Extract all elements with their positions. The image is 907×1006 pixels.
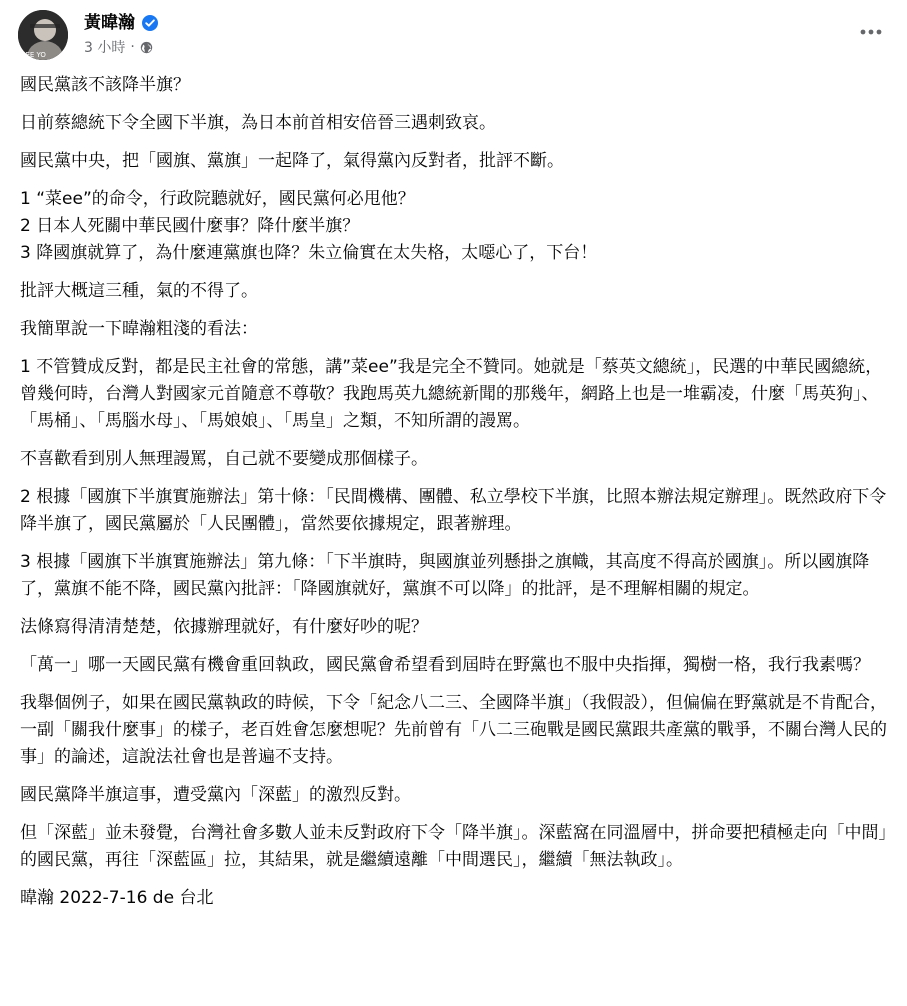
- post-paragraph: 3 根據「國旗下半旗實施辦法」第九條：「下半旗時，與國旗並列懸掛之旗幟，其高度不得高於國旗」。所以國旗降了，黨旗不能不降，國民黨內批評：「降國旗就好，黨旗不可以降」的批評，是不理解相關的規定。: [20, 552, 870, 599]
- avatar-caption: SEE YO: [21, 51, 46, 59]
- post-paragraph: 國民黨該不該降半旗？: [20, 75, 190, 95]
- avatar-image: [18, 10, 68, 60]
- author-name[interactable]: 黃暐瀚: [84, 13, 135, 33]
- post-paragraph: 但「深藍」並未發覺，台灣社會多數人並未反對政府下令「降半旗」。深藍窩在同溫層中，拼命要把積極走向「中間」的國民黨，再往「深藍區」拉，其結果，就是繼續遠離「中間選民」，繼續「無法執政」。: [20, 823, 887, 870]
- post-signature: 暐瀚 2022-7-16 de 台北: [20, 888, 214, 908]
- post-paragraph: 國民黨中央，把「國旗、黨旗」一起降了，氣得黨內反對者，批評不斷。: [20, 151, 564, 171]
- post-paragraph: 日前蔡總統下令全國下半旗，為日本前首相安倍晉三遇刺致哀。: [20, 113, 496, 133]
- post-meta: [84, 38, 153, 56]
- list-item: 3 降國旗就算了，為什麼連黨旗也降？朱立倫實在太失格，太噁心了，下台！: [20, 243, 598, 263]
- post-body: [20, 72, 888, 923]
- post-paragraph: 國民黨降半旗這事，遭受黨內「深藍」的激烈反對。: [20, 785, 411, 805]
- post-header: [18, 10, 889, 60]
- post-paragraph: 「萬一」哪一天國民黨有機會重回執政，國民黨會希望看到屆時在野黨也不服中央指揮，獨樹一格，我行我素嗎？: [20, 655, 870, 675]
- post-paragraph: 批評大概這三種，氣的不得了。: [20, 281, 258, 301]
- more-horizontal-icon: [860, 29, 882, 35]
- criticism-list: [20, 186, 888, 267]
- post-paragraph: 不喜歡看到別人無理謾罵，自己就不要變成那個樣子。: [20, 449, 428, 469]
- avatar[interactable]: [18, 10, 68, 60]
- post-paragraph: 我舉個例子，如果在國民黨執政的時候，下令「紀念八二三、全國降半旗」（我假設），但偏偏在野黨就是不肯配合，一副「關我什麼事」的樣子，老百姓會怎麼想呢？先前曾有「八二三砲戰是國民黨跟共產黨的戰爭，不關台灣人民的事」的論述，這說法社會也是普遍不支持。: [20, 693, 887, 767]
- more-options-button[interactable]: [853, 14, 889, 50]
- globe-icon[interactable]: [140, 41, 153, 54]
- post-paragraph: 法條寫得清清楚楚，依據辦理就好，有什麼好吵的呢？: [20, 617, 428, 637]
- meta-separator: ·: [130, 39, 135, 55]
- list-item: 1 “菜ee”的命令，行政院聽就好，國民黨何必甩他？: [20, 189, 415, 209]
- post-paragraph: 1 不管贊成反對，都是民主社會的常態，講”菜ee”我是完全不贊同。她就是「蔡英文總統」，民選的中華民國總統，曾幾何時，台灣人對國家元首隨意不尊敬？我跑馬英九總統新聞的那幾年，網路上也是一堆霸凌，什麼「馬英狗」、「馬桶」、「馬腦水母」、「馬娘娘」、「馬皇」之類，不知所謂的謾罵。: [20, 357, 883, 431]
- verified-badge-icon: [141, 14, 159, 32]
- post-paragraph: 2 根據「國旗下半旗實施辦法」第十條：「民間機構、團體、私立學校下半旗，比照本辦法規定辦理」。既然政府下令降半旗了，國民黨屬於「人民團體」，當然要依據規定，跟著辦理。: [20, 487, 887, 534]
- list-item: 2 日本人死關中華民國什麼事？降什麼半旗？: [20, 216, 360, 236]
- post-timestamp[interactable]: 3 小時: [84, 40, 126, 56]
- post-paragraph: 我簡單說一下暐瀚粗淺的看法：: [20, 319, 258, 339]
